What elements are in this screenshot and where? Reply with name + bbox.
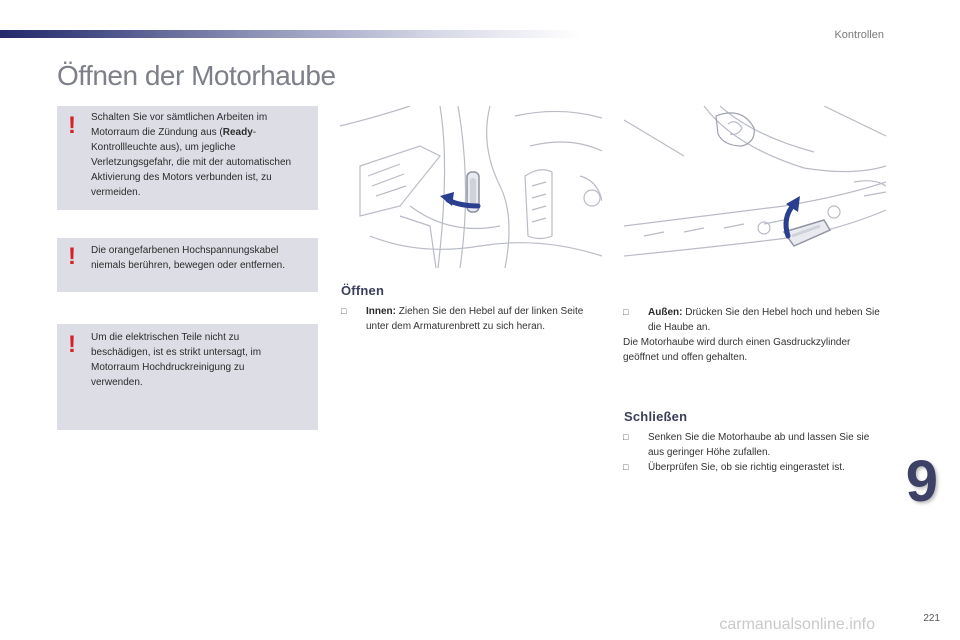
step-innen: [341, 304, 603, 334]
warning-icon: !: [68, 243, 76, 270]
warning-text: Um die elektrischen Teile nicht zu beschädigen, ist es strikt untersagt, im Motorraum Hochdruckreinigung zu verwenden.: [91, 332, 262, 388]
heading-oeffnen: Öffnen: [341, 283, 385, 298]
warning-box-ignition: [57, 106, 318, 210]
warning-icon: !: [68, 112, 76, 139]
lever-handle: [784, 220, 830, 246]
heading-schliessen: Schließen: [624, 409, 688, 424]
list-item: □ Senken Sie die Motorhaube ab und lassen Sie sie aus geringer Höhe zufallen.: [623, 432, 870, 458]
warning-icon: !: [68, 331, 76, 358]
list-item: □ Überprüfen Sie, ob sie richtig eingerastet ist.: [623, 462, 845, 473]
checkbox-bullet-icon: □: [623, 462, 629, 472]
header-bar: [0, 30, 580, 38]
info-text: Die Motorhaube wird durch einen Gasdruckzylinder geöffnet und offen gehalten.: [623, 337, 851, 363]
illustration-interior-lever: [340, 106, 602, 268]
warning-text: Die orangefarbenen Hochspannungskabel niemals berühren, bewegen oder entfernen.: [91, 245, 286, 271]
checkbox-bullet-icon: □: [623, 432, 629, 442]
chapter-number: 9: [905, 449, 938, 514]
warning-text: Schalten Sie vor sämtlichen Arbeiten im Motorraum die Zündung aus (Ready-Kontrollleuchte aus), um jegliche Verletzungsgefahr, die mit der automatischen Aktivierung des Motors verbunden ist, zu vermeiden.: [91, 112, 292, 198]
warning-box-cables: [57, 238, 318, 292]
exterior-lever-drawing: [624, 106, 886, 268]
watermark: carmanualsonline.info: [719, 616, 875, 633]
page-number: 221: [923, 613, 940, 624]
list-item: □ Innen: Ziehen Sie den Hebel auf der linken Seite unter dem Armaturenbrett zu sich heran.: [341, 306, 584, 332]
warning-box-cleaning: [57, 324, 318, 430]
section-name: Kontrollen: [834, 29, 884, 41]
interior-lever-drawing: [340, 106, 602, 268]
closing-steps: [623, 430, 887, 475]
checkbox-bullet-icon: □: [341, 306, 347, 316]
step-aussen: [623, 305, 887, 365]
page-title: Öffnen der Motorhaube: [57, 60, 336, 91]
illustration-exterior-lever: [624, 106, 886, 268]
list-item: □ Außen: Drücken Sie den Hebel hoch und heben Sie die Haube an.: [623, 307, 880, 333]
checkbox-bullet-icon: □: [623, 307, 629, 317]
